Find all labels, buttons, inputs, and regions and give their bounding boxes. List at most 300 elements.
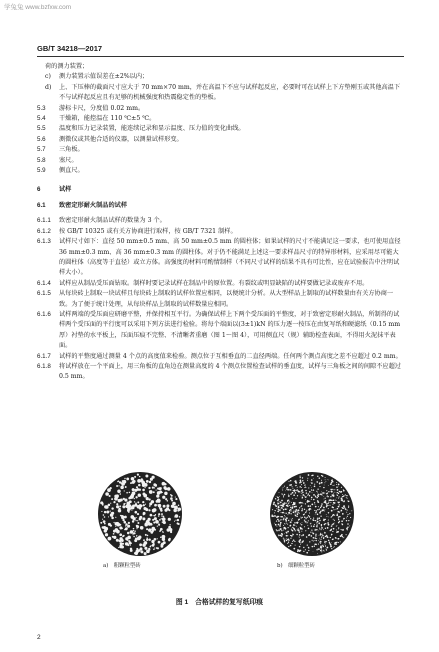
imprint-speckle <box>332 494 333 495</box>
subsection-number: 6.1 <box>37 201 46 209</box>
imprint-speckle <box>147 520 149 522</box>
imprint-speckle <box>317 492 318 493</box>
imprint-speckle <box>328 524 330 526</box>
imprint-speckle <box>330 537 331 538</box>
imprint-speckle <box>325 546 326 547</box>
imprint-speckle <box>284 528 285 529</box>
imprint-speckle <box>177 522 179 524</box>
imprint-speckle <box>102 503 104 505</box>
imprint-speckle <box>117 490 121 494</box>
imprint-speckle <box>118 499 121 502</box>
imprint-speckle <box>276 508 277 509</box>
imprint-speckle <box>317 527 318 528</box>
imprint-speckle <box>298 550 299 551</box>
imprint-speckle <box>305 490 306 491</box>
imprint-speckle <box>108 537 112 541</box>
imprint-speckle <box>319 535 320 536</box>
imprint-speckle <box>317 489 318 490</box>
imprint-speckle <box>139 476 141 478</box>
imprint-speckle <box>343 518 345 520</box>
imprint-speckle <box>302 522 303 523</box>
imprint-speckle <box>278 499 279 500</box>
imprint-speckle <box>347 510 348 511</box>
imprint-speckle <box>288 495 290 497</box>
imprint-speckle <box>311 487 312 488</box>
imprint-speckle <box>291 519 292 520</box>
imprint-speckle <box>320 543 321 544</box>
imprint-speckle <box>131 506 135 510</box>
imprint-speckle <box>111 517 114 520</box>
imprint-speckle <box>292 530 293 531</box>
imprint-speckle <box>177 509 179 511</box>
imprint-speckle <box>178 504 180 506</box>
imprint-speckle <box>302 529 303 530</box>
imprint-speckle <box>129 542 132 545</box>
imprint-speckle <box>304 517 305 518</box>
imprint-speckle <box>292 527 293 528</box>
imprint-speckle <box>316 549 317 550</box>
imprint-speckle <box>319 477 321 479</box>
imprint-speckle <box>113 501 115 503</box>
imprint-speckle <box>328 491 329 492</box>
imprint-speckle <box>312 475 314 477</box>
clause-text: 塞尺。 <box>59 156 78 164</box>
imprint-speckle <box>280 535 281 536</box>
imprint-speckle <box>296 481 297 482</box>
imprint-speckle <box>278 520 280 522</box>
clause-number: 6.1.2 <box>37 227 51 235</box>
imprint-speckle <box>329 499 331 501</box>
imprint-speckle <box>326 549 327 550</box>
imprint-speckle <box>161 513 163 515</box>
imprint-speckle <box>132 520 134 522</box>
imprint-speckle <box>146 498 148 500</box>
clause-text: 三角板。 <box>59 146 84 154</box>
imprint-speckle <box>311 525 312 526</box>
imprint-speckle <box>156 521 158 523</box>
imprint-speckle <box>125 503 126 504</box>
coarse-grain-imprint-image <box>97 471 183 557</box>
imprint-speckle <box>163 541 166 544</box>
imprint-speckle <box>106 493 109 496</box>
imprint-speckle <box>331 491 333 493</box>
imprint-speckle <box>153 491 155 493</box>
page-content <box>37 62 404 383</box>
imprint-speckle <box>311 482 312 483</box>
clause-text: 干燥箱，能控温在 110 ℃±5 ℃。 <box>59 115 156 123</box>
imprint-speckle <box>119 537 122 540</box>
imprint-speckle <box>168 509 170 511</box>
imprint-speckle <box>110 503 111 504</box>
imprint-speckle <box>328 519 329 520</box>
imprint-speckle <box>305 487 306 488</box>
imprint-speckle <box>341 497 343 499</box>
imprint-speckle <box>164 509 167 512</box>
imprint-speckle <box>340 536 341 537</box>
imprint-speckle <box>330 530 331 531</box>
imprint-speckle <box>293 502 294 503</box>
imprint-speckle <box>281 529 282 530</box>
clause-item <box>37 145 404 155</box>
imprint-speckle <box>320 547 322 549</box>
imprint-speckle <box>298 509 300 511</box>
imprint-speckle <box>278 508 279 509</box>
imprint-speckle <box>287 531 289 533</box>
imprint-speckle <box>328 520 329 521</box>
imprint-speckle <box>343 502 344 503</box>
imprint-speckle <box>282 494 283 495</box>
imprint-speckle <box>108 516 109 517</box>
imprint-speckle <box>298 530 299 531</box>
imprint-speckle <box>130 515 134 519</box>
imprint-speckle <box>103 520 106 523</box>
imprint-speckle <box>301 496 302 497</box>
imprint-speckle <box>327 493 328 494</box>
imprint-speckle <box>116 505 119 508</box>
imprint-speckle <box>310 523 311 524</box>
imprint-speckle <box>346 520 347 521</box>
imprint-speckle <box>333 519 334 520</box>
imprint-speckle <box>134 498 135 499</box>
imprint-speckle <box>288 540 289 541</box>
imprint-speckle <box>165 498 167 500</box>
imprint-speckle <box>299 507 300 508</box>
imprint-speckle <box>298 519 299 520</box>
imprint-speckle <box>309 509 311 511</box>
imprint-speckle <box>127 525 130 528</box>
imprint-speckle <box>337 531 338 532</box>
imprint-speckle <box>284 513 285 514</box>
imprint-speckle <box>282 489 283 490</box>
imprint-speckle <box>277 519 279 521</box>
imprint-speckle <box>122 535 124 537</box>
clause-number: 5.9 <box>37 167 46 175</box>
imprint-speckle <box>309 541 310 542</box>
imprint-speckle <box>274 510 275 511</box>
imprint-speckle <box>338 538 339 539</box>
imprint-speckle <box>305 503 306 504</box>
imprint-speckle <box>343 496 344 497</box>
imprint-speckle <box>310 505 311 506</box>
imprint-speckle <box>321 527 323 529</box>
imprint-speckle <box>325 479 326 480</box>
imprint-speckle <box>124 478 125 479</box>
imprint-speckle <box>132 534 133 535</box>
imprint-speckle <box>290 522 291 523</box>
imprint-speckle <box>336 529 337 530</box>
imprint-speckle <box>162 531 163 532</box>
imprint-speckle <box>276 529 277 530</box>
imprint-speckle <box>115 526 116 527</box>
imprint-speckle <box>288 494 289 495</box>
clause-text: 游标卡尺，分度值 0.02 mm。 <box>59 104 145 112</box>
imprint-speckle <box>164 483 166 485</box>
imprint-speckle <box>282 512 284 514</box>
imprint-speckle <box>290 494 291 495</box>
imprint-speckle <box>179 516 180 517</box>
imprint-speckle <box>125 505 129 509</box>
imprint-speckle <box>324 551 325 552</box>
imprint-speckle <box>169 538 171 540</box>
imprint-speckle <box>127 532 130 535</box>
imprint-speckle <box>302 492 303 493</box>
clause-item <box>37 362 404 383</box>
imprint-speckle <box>319 527 320 528</box>
clause-item <box>37 166 404 176</box>
imprint-speckle <box>283 525 284 526</box>
imprint-speckle <box>295 482 297 484</box>
imprint-speckle <box>152 476 155 479</box>
imprint-speckle <box>305 530 306 531</box>
imprint-speckle <box>301 510 303 512</box>
imprint-speckle <box>324 485 325 486</box>
imprint-speckle <box>320 534 322 536</box>
fine-grain-imprint-image <box>269 471 355 557</box>
imprint-speckle <box>289 505 290 506</box>
imprint-speckle <box>327 503 328 504</box>
imprint-speckle <box>275 510 276 511</box>
imprint-speckle <box>284 539 285 540</box>
imprint-speckle <box>287 539 289 541</box>
imprint-speckle <box>149 490 151 492</box>
imprint-speckle <box>325 481 326 482</box>
imprint-speckle <box>304 495 305 496</box>
imprint-speckle <box>110 511 111 512</box>
imprint-speckle <box>325 541 326 542</box>
imprint-speckle <box>317 526 318 527</box>
clause-item <box>37 216 404 226</box>
imprint-speckle <box>294 541 295 542</box>
imprint-speckle <box>331 525 333 527</box>
imprint-speckle <box>123 498 125 500</box>
imprint-speckle <box>316 538 317 539</box>
imprint-speckle <box>317 481 318 482</box>
imprint-speckle <box>279 509 281 511</box>
imprint-speckle <box>338 493 339 494</box>
imprint-speckle <box>342 536 343 537</box>
imprint-speckle <box>325 536 327 538</box>
imprint-speckle <box>118 485 119 486</box>
imprint-speckle <box>158 513 160 515</box>
imprint-speckle <box>133 532 135 534</box>
imprint-speckle <box>286 509 287 510</box>
imprint-speckle <box>150 514 153 517</box>
imprint-speckle <box>288 512 289 513</box>
imprint-speckle <box>175 498 177 500</box>
imprint-speckle <box>296 526 297 527</box>
imprint-speckle <box>295 530 296 531</box>
imprint-speckle <box>280 516 281 517</box>
imprint-speckle <box>290 525 292 527</box>
imprint-speckle <box>288 546 289 547</box>
imprint-speckle <box>128 522 130 524</box>
imprint-speckle <box>297 513 298 514</box>
imprint-speckle <box>295 515 296 516</box>
imprint-speckle <box>313 519 315 521</box>
imprint-speckle <box>138 494 141 497</box>
imprint-speckle <box>328 502 329 503</box>
imprint-speckle <box>110 524 112 526</box>
imprint-speckle <box>308 520 309 521</box>
imprint-speckle <box>320 533 321 534</box>
imprint-speckle <box>323 507 325 509</box>
imprint-speckle <box>148 487 150 489</box>
imprint-speckle <box>320 516 321 517</box>
imprint-speckle <box>278 530 279 531</box>
imprint-speckle <box>160 508 163 511</box>
imprint-speckle <box>293 524 295 526</box>
imprint-speckle <box>317 553 318 554</box>
imprint-speckle <box>315 512 316 513</box>
imprint-speckle <box>284 508 286 510</box>
imprint-speckle <box>131 510 132 511</box>
imprint-speckle <box>286 489 287 490</box>
imprint-speckle <box>312 533 313 534</box>
imprint-speckle <box>316 544 317 545</box>
imprint-speckle <box>338 519 339 520</box>
imprint-speckle <box>330 545 332 547</box>
imprint-speckle <box>323 509 325 511</box>
imprint-speckle <box>157 526 158 527</box>
imprint-speckle <box>288 481 289 482</box>
imprint-speckle <box>283 509 284 510</box>
imprint-speckle <box>300 486 301 487</box>
imprint-speckle <box>330 502 331 503</box>
imprint-speckle <box>289 501 290 502</box>
imprint-speckle <box>295 510 296 511</box>
imprint-speckle <box>331 548 332 549</box>
imprint-speckle <box>293 541 294 542</box>
imprint-speckle <box>120 486 124 490</box>
imprint-speckle <box>321 482 323 484</box>
imprint-speckle <box>339 496 340 497</box>
imprint-speckle <box>116 485 118 487</box>
imprint-speckle <box>281 507 283 509</box>
imprint-speckle <box>323 519 325 521</box>
imprint-speckle <box>302 508 303 509</box>
imprint-speckle <box>306 536 308 538</box>
imprint-speckle <box>285 528 287 530</box>
imprint-speckle <box>300 479 302 481</box>
imprint-speckle <box>136 535 137 536</box>
imprint-speckle <box>158 541 161 544</box>
imprint-speckle <box>338 486 339 487</box>
imprint-speckle <box>332 524 333 525</box>
imprint-speckle <box>135 520 136 521</box>
imprint-speckle <box>319 520 320 521</box>
imprint-speckle <box>301 542 302 543</box>
imprint-speckle <box>323 496 324 497</box>
imprint-speckle <box>335 509 336 510</box>
imprint-speckle <box>168 518 171 521</box>
imprint-speckle <box>290 545 292 547</box>
imprint-speckle <box>315 520 316 521</box>
imprint-speckle <box>167 487 171 491</box>
imprint-speckle <box>106 511 109 514</box>
list-item-d <box>37 83 404 104</box>
imprint-speckle <box>125 486 127 488</box>
imprint-speckle <box>305 517 306 518</box>
imprint-speckle <box>175 497 176 498</box>
clause-text: 致密定形耐火制品试样的数量为 3 个。 <box>59 217 166 225</box>
imprint-speckle <box>344 537 345 538</box>
clause-number: 5.5 <box>37 125 46 133</box>
imprint-speckle <box>145 475 148 478</box>
imprint-speckle <box>315 495 316 496</box>
imprint-speckle <box>298 512 299 513</box>
imprint-speckle <box>301 493 302 494</box>
imprint-speckle <box>344 500 345 501</box>
imprint-speckle <box>342 524 344 526</box>
imprint-speckle <box>314 544 315 545</box>
imprint-speckle <box>175 520 176 521</box>
imprint-speckle <box>314 484 315 485</box>
imprint-speckle <box>292 498 293 499</box>
imprint-speckle <box>334 502 336 504</box>
imprint-speckle <box>336 542 337 543</box>
imprint-speckle <box>326 523 327 524</box>
imprint-speckle <box>142 517 145 520</box>
imprint-speckle <box>144 541 148 545</box>
page-number: 2 <box>37 634 41 641</box>
clause-text: 温度和压力记录装置，能连续记录和显示温度、压力值的变化曲线。 <box>59 125 245 133</box>
clause-item <box>37 135 404 145</box>
imprint-speckle <box>168 526 171 529</box>
imprint-speckle <box>278 511 279 512</box>
imprint-speckle <box>310 485 311 486</box>
imprint-speckle <box>318 544 319 545</box>
imprint-speckle <box>331 542 332 543</box>
imprint-speckle <box>318 540 319 541</box>
imprint-speckle <box>321 529 322 530</box>
imprint-speckle <box>319 523 320 524</box>
imprint-speckle <box>174 521 175 522</box>
imprint-speckle <box>308 534 310 536</box>
imprint-speckle <box>311 499 312 500</box>
imprint-speckle <box>303 551 304 552</box>
imprint-speckle <box>346 497 347 498</box>
imprint-speckle <box>301 531 302 532</box>
clause-item <box>37 227 404 237</box>
imprint-speckle <box>121 518 123 520</box>
imprint-speckle <box>104 505 107 508</box>
imprint-speckle <box>335 543 337 545</box>
imprint-speckle <box>342 500 343 501</box>
imprint-speckle <box>323 529 324 530</box>
imprint-speckle <box>348 500 350 502</box>
imprint-speckle <box>333 495 335 497</box>
imprint-speckle <box>294 506 296 508</box>
imprint-speckle <box>309 495 310 496</box>
clause-item <box>37 310 404 352</box>
imprint-speckle <box>119 481 121 483</box>
clause-item <box>37 156 404 166</box>
imprint-speckle <box>291 543 292 544</box>
imprint-speckle <box>125 542 128 545</box>
imprint-speckle <box>287 514 288 515</box>
imprint-speckle <box>337 525 338 526</box>
imprint-speckle <box>299 546 301 548</box>
imprint-speckle <box>327 479 328 480</box>
imprint-speckle <box>154 547 155 548</box>
imprint-speckle <box>296 509 297 510</box>
imprint-speckle <box>115 495 118 498</box>
section-title: 试样 <box>59 186 72 194</box>
imprint-speckle <box>333 528 335 530</box>
imprint-speckle <box>302 489 303 490</box>
imprint-speckle <box>156 490 157 491</box>
imprint-speckle <box>292 486 293 487</box>
